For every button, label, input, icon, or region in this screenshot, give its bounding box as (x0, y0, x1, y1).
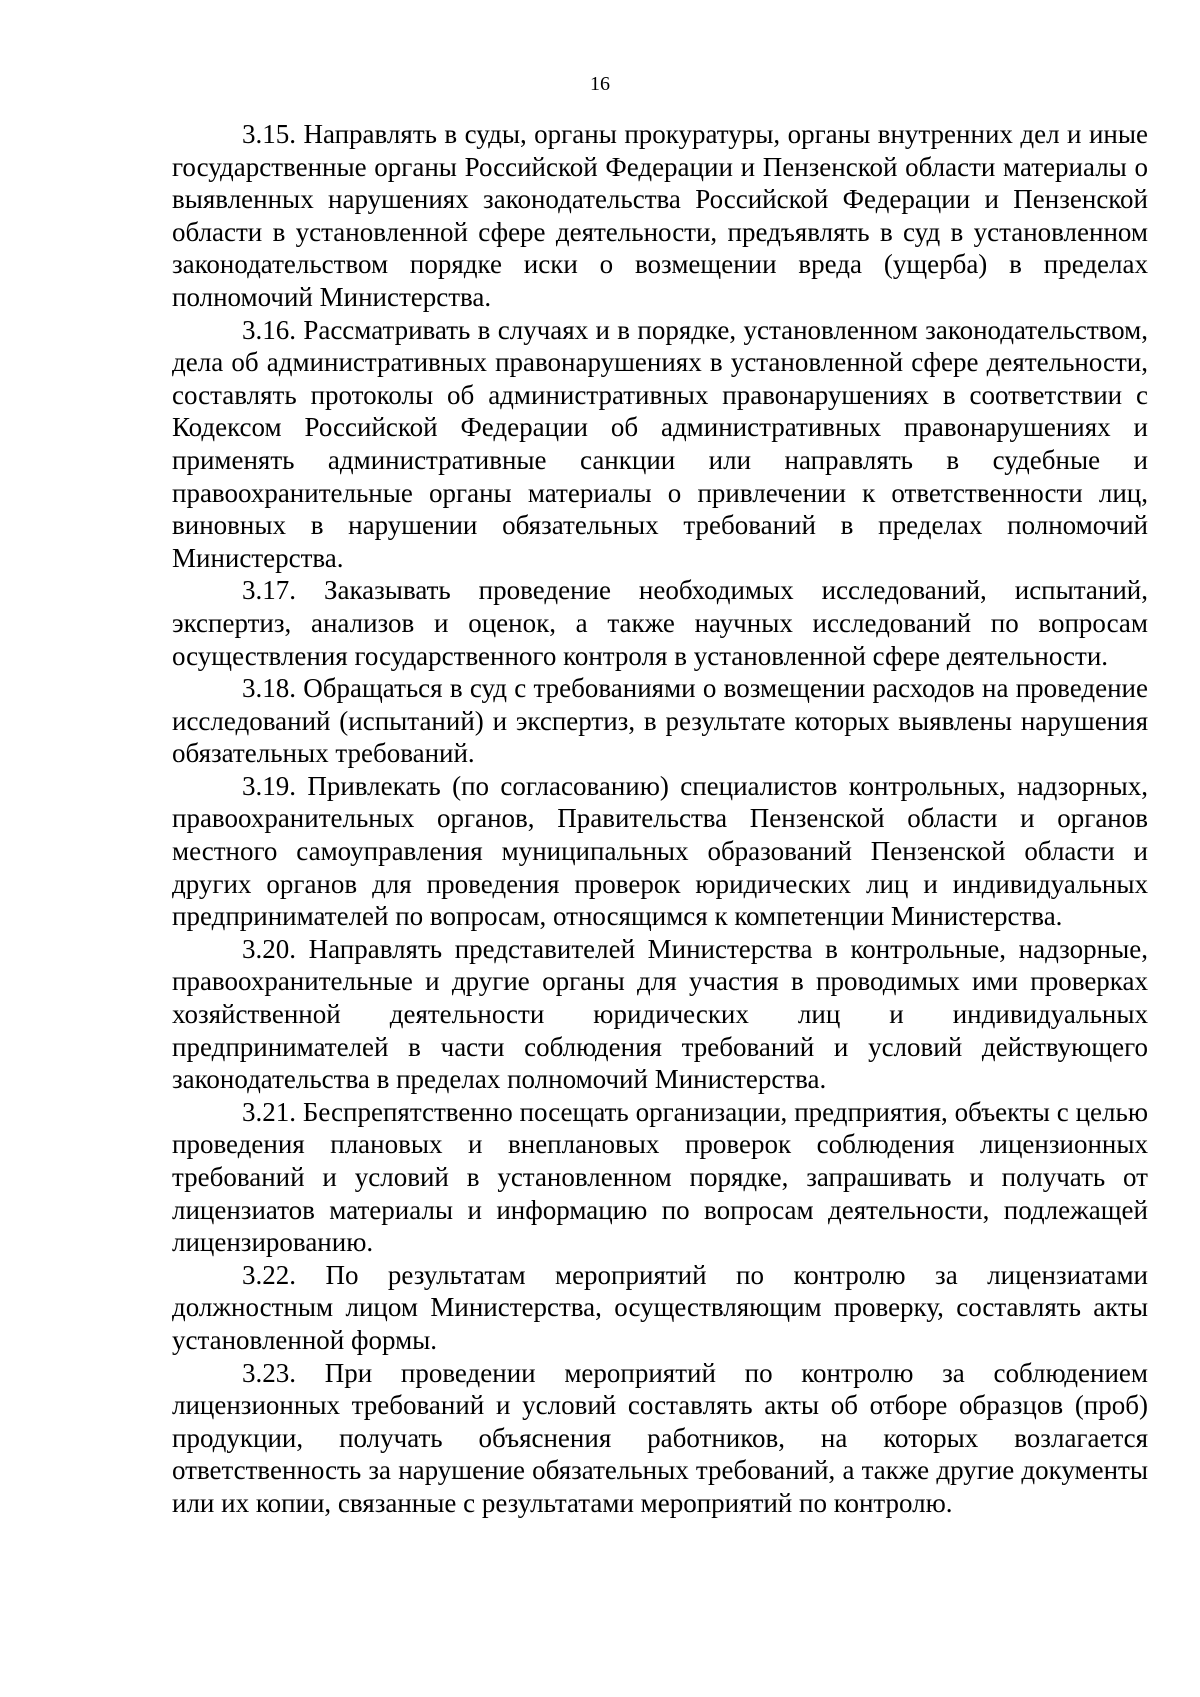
page-number: 16 (590, 73, 610, 95)
paragraph-3-16: 3.16. Рассматривать в случаях и в порядке, установленном законодательством, дела об административных правонарушениях в установленной сфере деятельности, составлять протоколы об административных правонарушениях в соответствии с Кодексом Российской Федерации об административных правонарушениях и применять административные санкции или направлять в судебные и правоохранительные органы материалы о привлечении к ответственности лиц, виновных в нарушении обязательных требований в пределах полномочий Министерства. (172, 314, 1148, 573)
paragraph-3-19: 3.19. Привлекать (по согласованию) специалистов контрольных, надзорных, правоохранительных органов, Правительства Пензенской области и органов местного самоуправления муниципальных образований Пензенской области и других органов для проведения проверок юридических лиц и индивидуальных предпринимателей по вопросам, относящимся к компетенции Министерства. (172, 770, 1148, 932)
paragraph-3-21: 3.21. Беспрепятственно посещать организации, предприятия, объекты с целью проведения плановых и внеплановых проверок соблюдения лицензионных требований и условий в установленном порядке, запрашивать и получать от лицензиатов материалы и информацию по вопросам деятельности, подлежащей лицензированию. (172, 1096, 1148, 1258)
paragraph-3-23: 3.23. При проведении мероприятий по контролю за соблюдением лицензионных требований и условий составлять акты об отборе образцов (проб) продукции, получать объяснения работников, на которых возлагается ответственность за нарушение обязательных требований, а также другие документы или их копии, связанные с результатами мероприятий по контролю. (172, 1357, 1148, 1518)
paragraph-3-17: 3.17. Заказывать проведение необходимых исследований, испытаний, экспертиз, анализов и оценок, а также научных исследований по вопросам осуществления государственного контроля в установленной сфере деятельности. (172, 575, 1148, 671)
paragraph-3-18: 3.18. Обращаться в суд с требованиями о возмещении расходов на проведение исследований (испытаний) и экспертиз, в результате которых выявлены нарушения обязательных требований. (172, 673, 1148, 769)
document-body (172, 118, 1148, 1520)
paragraph-3-20: 3.20. Направлять представителей Министерства в контрольные, надзорные, правоохранительные и другие органы для участия в проводимых ими проверках хозяйственной деятельности юридических лиц и индивидуальных предпринимателей в части соблюдения требований и условий действующего законодательства в пределах полномочий Министерства. (172, 933, 1148, 1095)
paragraph-3-15: 3.15. Направлять в суды, органы прокуратуры, органы внутренних дел и иные государственные органы Российской Федерации и Пензенской области материалы о выявленных нарушениях законодательства Российской Федерации и Пензенской области в установленной сфере деятельности, предъявлять в суд в установленном законодательством порядке иски о возмещении вреда (ущерба) в пределах полномочий Министерства. (172, 119, 1148, 312)
paragraph-3-22: 3.22. По результатам мероприятий по контролю за лицензиатами должностным лицом Министерства, осуществляющим проверку, составлять акты установленной формы. (172, 1259, 1148, 1355)
